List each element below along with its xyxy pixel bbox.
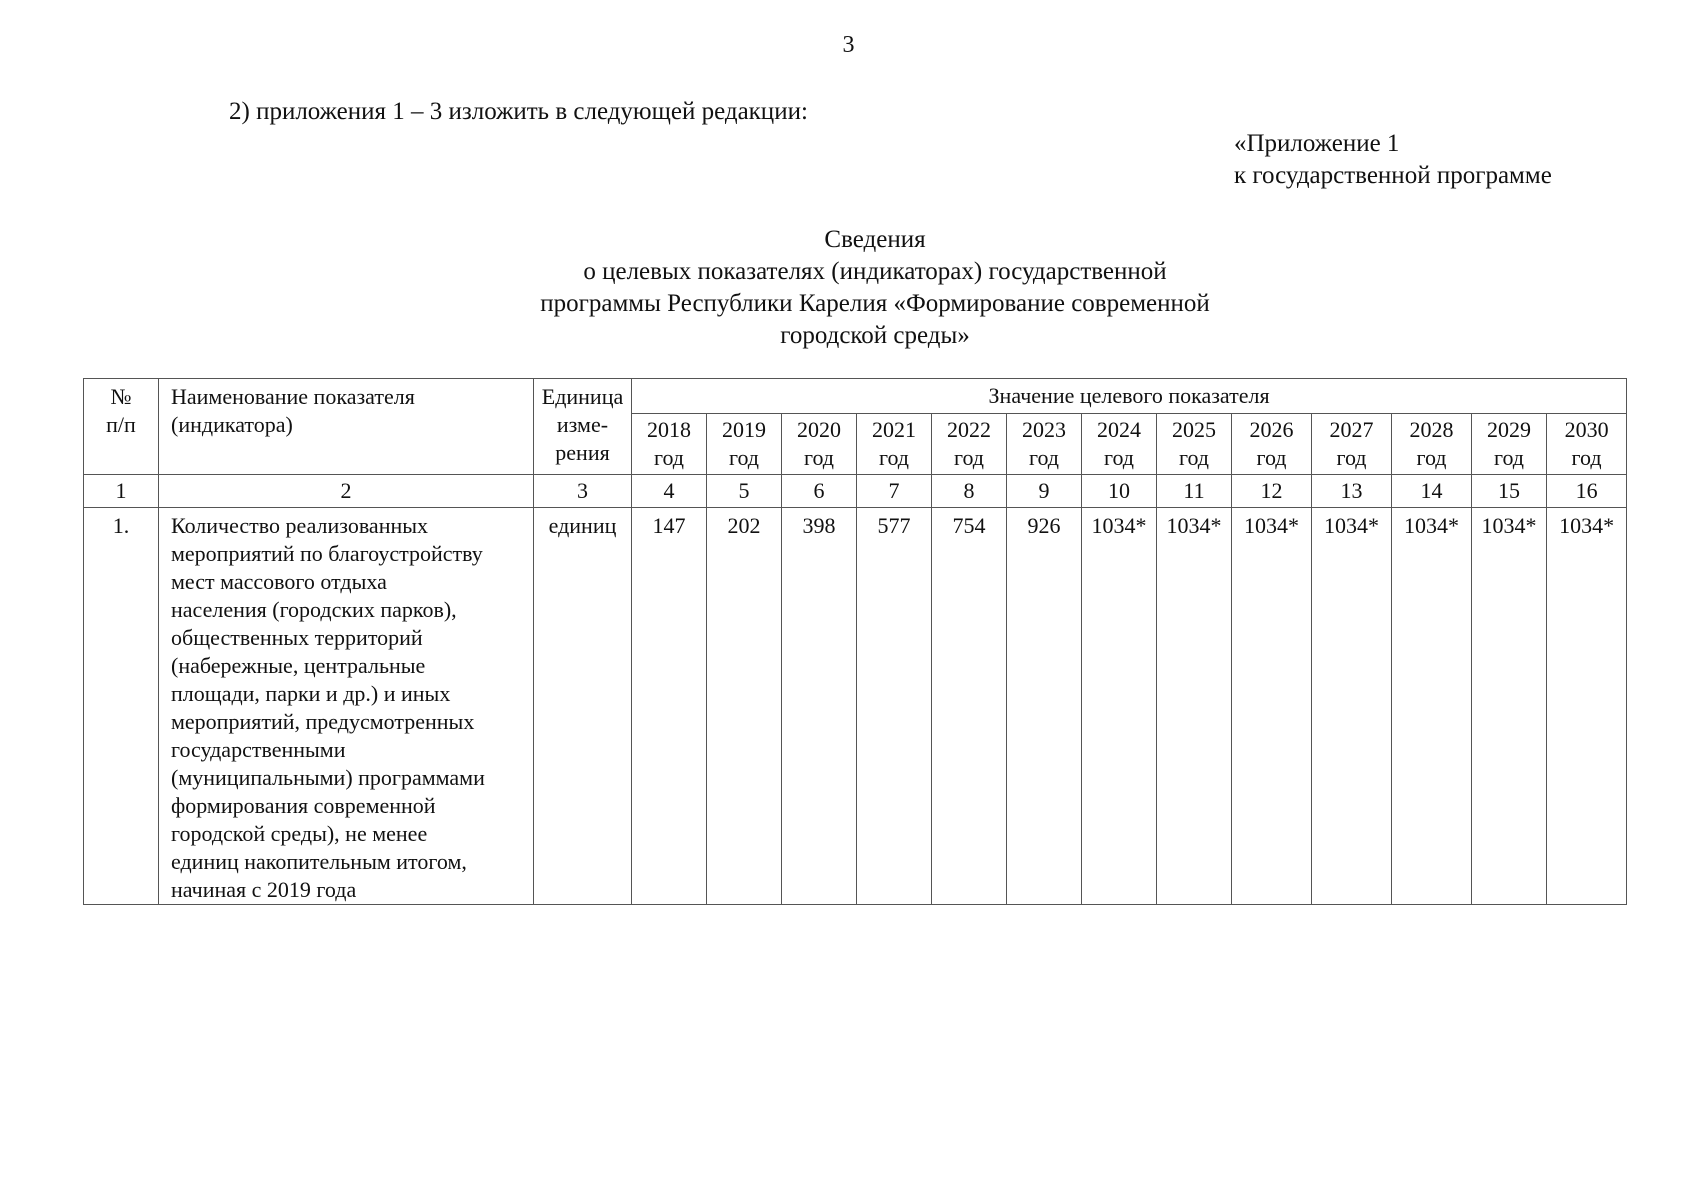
value-cell: 1034* <box>1472 508 1547 905</box>
header-unit-line: Единица <box>541 384 624 409</box>
year-label: 2021 <box>872 417 916 442</box>
year-label: 2028 <box>1409 417 1454 442</box>
column-number: 9 <box>1007 475 1082 508</box>
column-number: 11 <box>1157 475 1232 508</box>
header-values-group: Значение целевого показателя <box>632 379 1627 414</box>
year-suffix: год <box>653 445 685 470</box>
column-number: 13 <box>1312 475 1392 508</box>
year-header <box>1392 414 1472 475</box>
year-suffix: год <box>878 445 910 470</box>
year-suffix: год <box>1416 445 1447 470</box>
year-header <box>932 414 1007 475</box>
year-suffix: год <box>1571 445 1602 470</box>
year-label: 2026 <box>1249 417 1294 442</box>
column-number: 15 <box>1472 475 1547 508</box>
column-number: 7 <box>857 475 932 508</box>
value-cell: 1034* <box>1157 508 1232 905</box>
header-num-line: п/п <box>106 412 136 437</box>
year-label: 2019 <box>722 417 766 442</box>
year-label: 2022 <box>947 417 991 442</box>
column-number: 8 <box>932 475 1007 508</box>
appendix-note <box>1234 128 1552 192</box>
header-num-line: № <box>110 384 132 409</box>
value-cell: 1034* <box>1232 508 1312 905</box>
title-line: городской среды» <box>780 322 970 349</box>
value-cell: 1034* <box>1547 508 1627 905</box>
column-number: 6 <box>782 475 857 508</box>
header-unit-line: рения <box>555 440 610 465</box>
page-number: 3 <box>842 32 855 58</box>
year-suffix: год <box>1336 445 1367 470</box>
year-header <box>1007 414 1082 475</box>
indicator-name: Количество реализованных мероприятий по благоустройству мест массового отдыха населения (городских парков), общественных территорий (набережные, центральные площади, парки и др.) и иных мероприятий, предусмотренных государственными (муниципальными) программами формирования современной городской среды), не менее единиц накопительным итогом, начиная с 2019 года <box>159 508 534 905</box>
appendix-note-line: «Приложение 1 <box>1234 130 1400 157</box>
year-label: 2024 <box>1097 417 1141 442</box>
column-number: 5 <box>707 475 782 508</box>
header-name-line: Наименование показателя <box>171 384 415 409</box>
year-header <box>1232 414 1312 475</box>
intro-text: 2) приложения 1 – 3 изложить в следующей редакции: <box>229 98 808 125</box>
year-suffix: год <box>1256 445 1287 470</box>
appendix-note-line: к государственной программе <box>1234 162 1552 189</box>
column-number: 14 <box>1392 475 1472 508</box>
value-cell: 147 <box>632 508 707 905</box>
year-label: 2029 <box>1487 417 1531 442</box>
header-name <box>159 379 534 475</box>
year-label: 2018 <box>647 417 691 442</box>
year-header <box>1472 414 1547 475</box>
indicator-unit: единиц <box>534 508 632 905</box>
value-cell: 754 <box>932 508 1007 905</box>
column-number: 10 <box>1082 475 1157 508</box>
year-header <box>1157 414 1232 475</box>
year-suffix: год <box>1493 445 1525 470</box>
row-number: 1. <box>84 508 159 905</box>
title-line: Сведения <box>824 226 926 253</box>
title-line: о целевых показателях (индикаторах) государственной <box>583 258 1167 285</box>
header-unit <box>534 379 632 475</box>
column-number: 3 <box>534 475 632 508</box>
year-label: 2020 <box>797 417 841 442</box>
year-label: 2025 <box>1172 417 1216 442</box>
year-suffix: год <box>1028 445 1060 470</box>
value-cell: 398 <box>782 508 857 905</box>
year-header <box>782 414 857 475</box>
year-suffix: год <box>953 445 985 470</box>
value-cell: 926 <box>1007 508 1082 905</box>
year-header <box>1312 414 1392 475</box>
year-suffix: год <box>728 445 760 470</box>
column-number-row <box>84 475 1627 508</box>
year-header <box>857 414 932 475</box>
column-number: 12 <box>1232 475 1312 508</box>
year-suffix: год <box>803 445 835 470</box>
indicators-table <box>83 378 1627 905</box>
header-row <box>84 379 1627 414</box>
header-name-line: (индикатора) <box>171 412 293 437</box>
value-cell: 1034* <box>1082 508 1157 905</box>
column-number: 16 <box>1547 475 1627 508</box>
value-cell: 1034* <box>1392 508 1472 905</box>
column-number: 4 <box>632 475 707 508</box>
year-suffix: год <box>1103 445 1135 470</box>
year-header <box>632 414 707 475</box>
year-header <box>1547 414 1627 475</box>
value-cell: 577 <box>857 508 932 905</box>
year-label: 2023 <box>1022 417 1066 442</box>
table-row <box>84 508 1627 905</box>
column-number: 1 <box>84 475 159 508</box>
value-cell: 202 <box>707 508 782 905</box>
year-header <box>707 414 782 475</box>
year-label: 2027 <box>1329 417 1374 442</box>
value-cell: 1034* <box>1312 508 1392 905</box>
header-num <box>84 379 159 475</box>
year-suffix: год <box>1178 445 1210 470</box>
column-number: 2 <box>159 475 534 508</box>
document-title <box>0 224 1697 352</box>
year-label: 2030 <box>1564 417 1609 442</box>
header-unit-line: изме- <box>556 412 609 437</box>
title-line: программы Республики Карелия «Формирование современной <box>540 290 1210 317</box>
year-header <box>1082 414 1157 475</box>
